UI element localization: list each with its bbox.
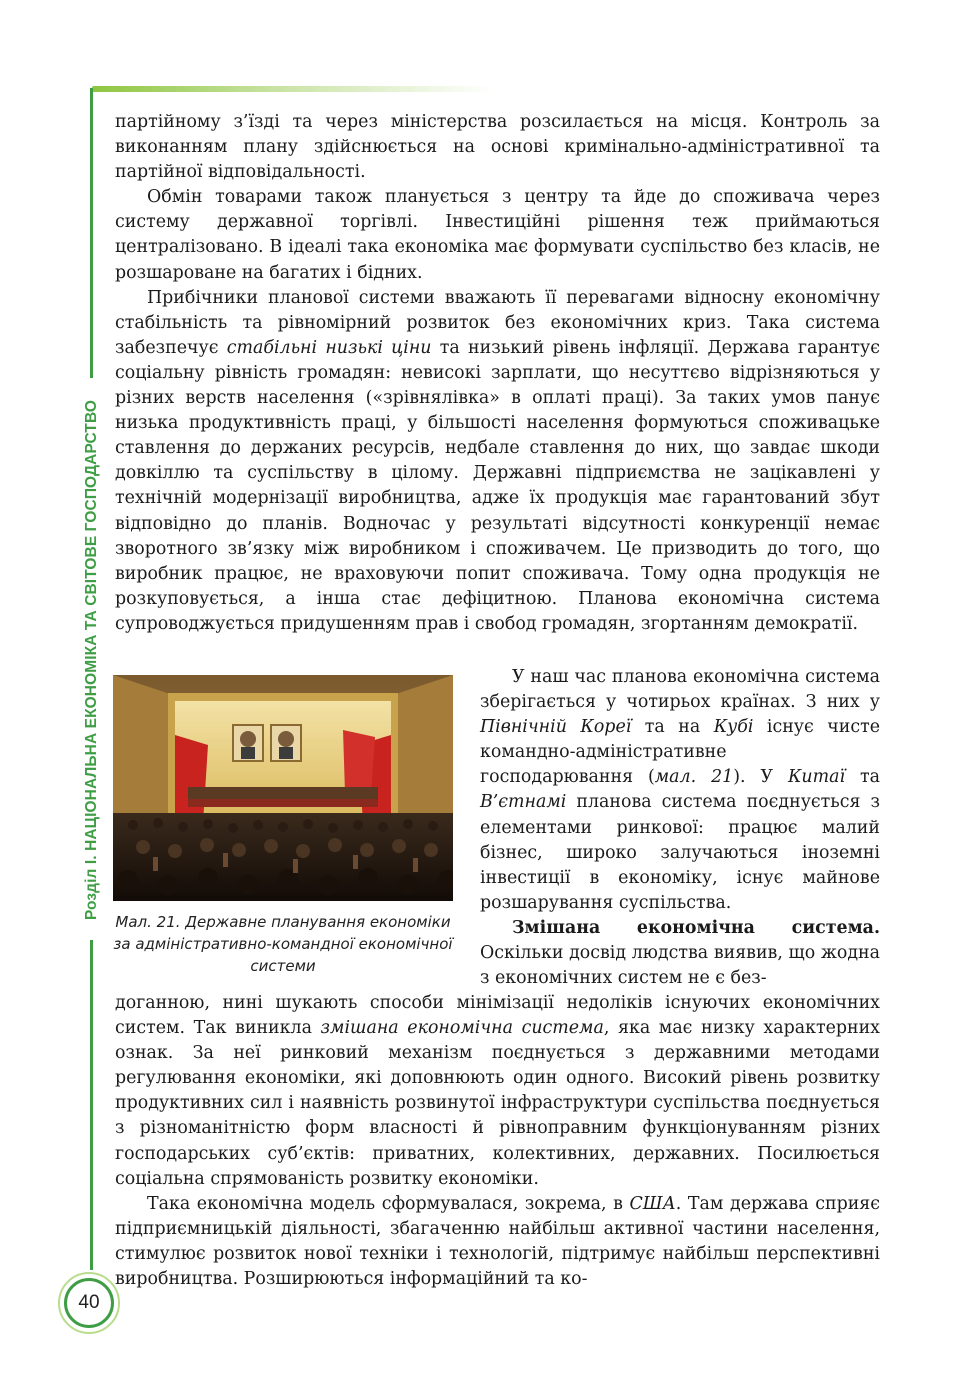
paragraph-4-text-c: існує чисте командно-адміністративне господарювання ( [480,717,880,788]
side-rule-top [90,88,93,378]
mixed-system-heading: Змішана економічна система. [512,917,880,938]
paragraph-7-text-a: Така економічна модель сформувалася, зокрема, в [147,1193,630,1214]
figure-21-caption: Мал. 21. Державне планування економіки за адміністративно-командної економічної системи [113,913,453,975]
country-china: Китаї [787,767,846,788]
paragraph-2: Обмін товарами також планується з центру та йде до споживача через систему державної торгівлі. Інвестиційні рішення теж приймаються централізовано. В ідеалі така економіка має формувати суспільство без класів, не розшароване на багатих і бідних. [115,187,880,283]
paragraph-4-text-d: ). У [733,767,788,788]
paragraph-3-emphasis: стабільні низькі ціни [226,337,432,358]
country-cuba: Кубі [713,717,754,738]
chapter-side-label-text: Розділ І. НАЦІОНАЛЬНА ЕКОНОМІКА ТА СВІТОВЕ ГОСПОДАРСТВО [83,399,100,921]
paragraph-4-text-b: та на [631,717,714,738]
figure-21-photo [113,675,453,901]
figure-reference: мал. 21 [654,767,734,788]
congress-hall-illustration [113,675,453,901]
paragraph-4-text-a: У наш час планова економічна система зберігається у чотирьох країнах. З них у [480,667,880,713]
top-decorative-rule [92,86,492,92]
text-block-top [115,110,880,637]
paragraph-4 [480,665,880,916]
paragraph-4-text-e: та [845,767,880,788]
paragraph-7 [115,1192,880,1292]
paragraph-4-text-f: планова система поєднується з елементами ринкової: працює малий бізнес, широко залучаються іноземні інвестиції в економіку, існує майнове розшарування суспільства. [480,792,880,913]
country-north-korea: Північній Кореї [480,717,632,738]
paragraph-7-text-b: . Там держава сприяє підприємницькій діяльності, збагаченню найбільш активної частини населення, стимулює розвиток нової техніки і технологій, підтримує найбільш перспективні виробництва. Розширюються інформаційний та ко- [115,1193,880,1290]
country-vietnam: В’єтнамі [480,792,567,813]
paragraph-3 [115,286,880,637]
paragraph-3-text-b: та низький рівень інфляції. Держава гарантує соціальну рівність громадян: невисокі зарплати, що несуттєво відрізняються у різних верств населення («зрівнялівка» в оплаті праці). За таких умов панує низька продуктивність праці, у більшості населення формуються споживацьке ставлення до держаних ресурсів, недбале ставлення до них, що завдає шкоди довкіллю та суспільству в цілому. Державні підприємства не зацікавлені у технічній модернізації виробництва, адже їх продукція має гарантований збут відповідно до планів. Водночас у результаті відсутності конкуренції немає зворотного зв’язку між виробником і споживачем. Це призводить до того, що виробник працює, не враховуючи попит споживача. Тому одна продукція не розкуповується, а інша стає дефіцитною. Планова економічна система супроводжується придушенням прав і свобод громадян, згортанням демократії. [115,337,881,634]
paragraph-6-text-b: , яка має низку характерних ознак. За неї ринковий механізм поєднується з державними методами регулювання економіки, які доповнюють один одного. Високий рівень розвитку продуктивних сил і наявність розвинутої інфраструктури суспільства поєднується з різноманітністю форм власності й рівноправним функціонуванням різних господарських суб’єктів: приватних, колективних, державних. Посилюється соціальна спрямованість розвитку економіки. [115,1018,880,1189]
text-block-bottom [115,991,880,1292]
side-rule-bottom [90,940,93,1270]
paragraph-6 [115,991,880,1192]
paragraph-5 [480,916,880,991]
paragraph-1: партійному з’їзді та через міністерства розсилається на місця. Контроль за виконанням плану здійснюється на основі кримінально-адміністративної та партійної відповідальності. [115,112,880,183]
mixed-system-term: змішана економічна система [320,1018,604,1039]
page-number: 40 [78,1292,100,1313]
paragraph-3-text-a: Прибічники планової системи вважають її перевагами відносну економічну стабільність та рівномірний розвиток без економічних криз. Така система забезпечує [115,287,880,358]
paragraph-5-text-a: Оскільки досвід людства виявив, що жодна з економічних систем не є без- [480,943,880,989]
text-block-right-column [480,665,880,991]
paragraph-6-text-a: доганною, нині шукають способи мінімізації недоліків існуючих економічних систем. Так виникла [115,993,880,1039]
country-usa: США [629,1193,676,1214]
